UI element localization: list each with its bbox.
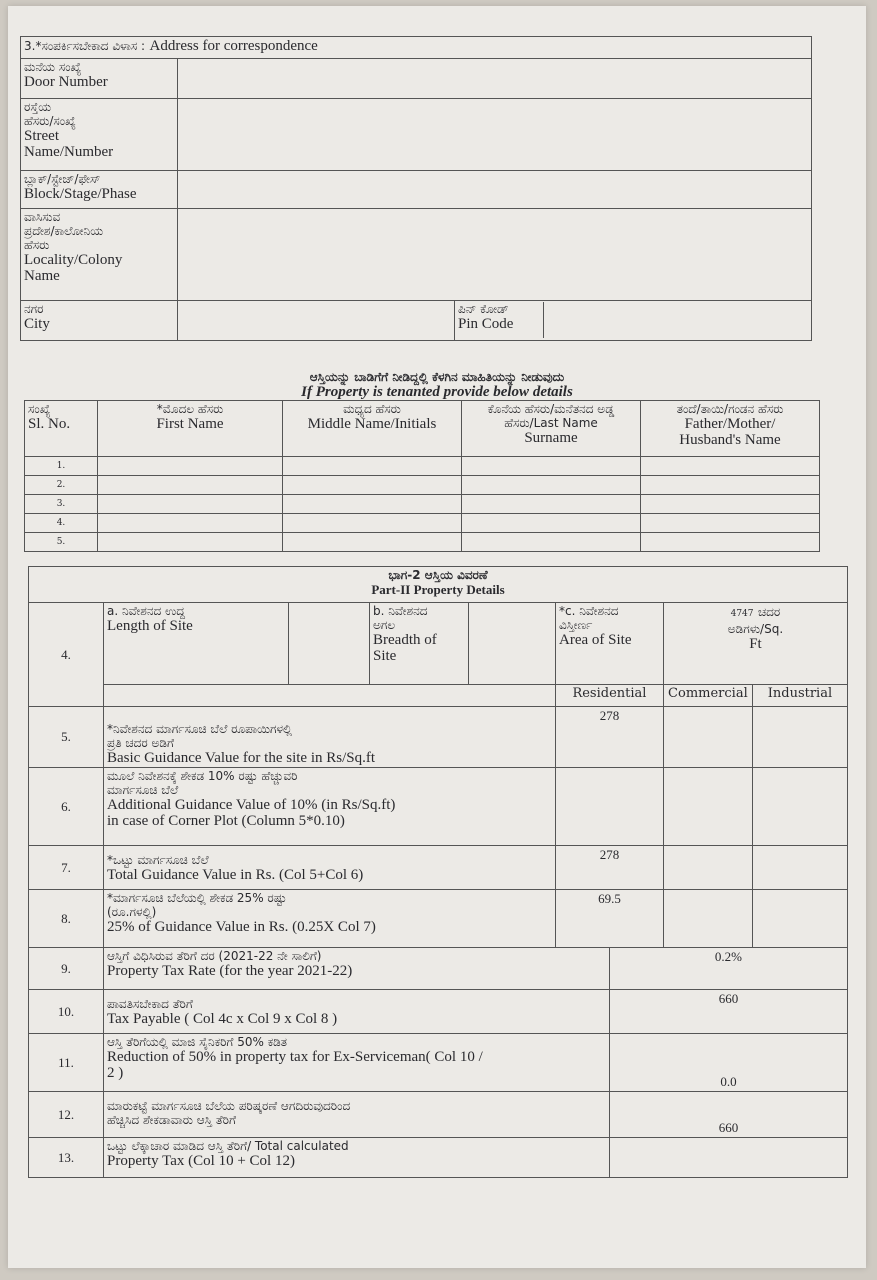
area-unit: 4747 ಚದರ ಅಡಿಗಳು/Sq. Ft — [663, 603, 847, 685]
length-label: a. ನಿವೇಶನದ ಉದ್ದ Length of Site — [104, 603, 289, 685]
area-label: *c. ನಿವೇಶನದ ವಿಸ್ತೀರ್ಣ Area of Site — [556, 603, 664, 685]
col-sl: ಸಂಖ್ಯೆ Sl. No. — [25, 401, 98, 457]
tenant-row-no: 3. — [25, 495, 98, 514]
row-12-value: 660 — [609, 1092, 847, 1138]
row-8-residential: 69.5 — [556, 890, 664, 948]
row-12-label: ಮಾರುಕಟ್ಟೆ ಮಾರ್ಗಸೂಚಿ ಬೆಲೆಯ ಪರಿಷ್ಕರಣೆ ಆಗದಿರುವುದರಿಂದ ಹೆಚ್ಚಿಸಿದ ಶೇಕಡಾವಾರು ಆಸ್ತಿ ತೆರಿಗೆ — [104, 1092, 610, 1138]
locality-field[interactable] — [178, 209, 812, 301]
pin-field[interactable] — [544, 302, 808, 338]
breadth-value[interactable] — [469, 603, 556, 685]
tenant-cell[interactable] — [98, 476, 283, 495]
tenant-cell[interactable] — [641, 533, 820, 552]
address-table — [20, 36, 812, 341]
col-last-name: ಕೊನೆಯ ಹೆಸರು/ಮನೆತನದ ಅಡ್ಡ ಹೆಸರು/Last Name Surname — [462, 401, 641, 457]
block-label: ಬ್ಲಾಕ್/ಸ್ಟೇಜ್/ಫೇಸ್ Block/Stage/Phase — [21, 171, 178, 209]
tenant-cell[interactable] — [98, 533, 283, 552]
tenant-row-no: 4. — [25, 514, 98, 533]
row-5-commercial — [663, 707, 752, 768]
tenant-cell[interactable] — [462, 533, 641, 552]
row-12-no: 12. — [29, 1092, 104, 1138]
pin-label: ಪಿನ್ ಕೋಡ್ Pin Code — [458, 302, 544, 338]
row-7-residential: 278 — [556, 846, 664, 890]
tenant-cell[interactable] — [641, 476, 820, 495]
row-6-commercial — [663, 768, 752, 846]
col-first-name: *ಮೊದಲ ಹೆಸರು First Name — [98, 401, 283, 457]
tenant-cell[interactable] — [283, 495, 462, 514]
spacer — [104, 685, 556, 707]
tenant-cell[interactable] — [462, 476, 641, 495]
tenant-cell[interactable] — [283, 476, 462, 495]
row-8-commercial — [663, 890, 752, 948]
tenant-cell[interactable] — [283, 514, 462, 533]
row-7-commercial — [663, 846, 752, 890]
tenant-cell[interactable] — [641, 457, 820, 476]
tenant-cell[interactable] — [641, 495, 820, 514]
row-5-industrial — [752, 707, 847, 768]
tenant-cell[interactable] — [462, 514, 641, 533]
row-9-no: 9. — [29, 948, 104, 990]
block-field[interactable] — [178, 171, 812, 209]
pin-cell — [455, 301, 812, 341]
row-5-label: *ನಿವೇಶನದ ಮಾರ್ಗಸೂಚಿ ಬೆಲೆ ರೂಪಾಯಿಗಳಲ್ಲಿ ಪ್ರತಿ ಚದರ ಅಡಿಗೆ Basic Guidance Value for the site in Rs/Sq.ft — [104, 707, 556, 768]
tenant-cell[interactable] — [283, 533, 462, 552]
length-value[interactable] — [289, 603, 370, 685]
row-11-label: ಆಸ್ತಿ ತೆರಿಗೆಯಲ್ಲಿ ಮಾಜಿ ಸೈನಿಕರಿಗೆ 50% ಕಡಿತ Reduction of 50% in property tax for Ex-Serviceman( Col 10 / 2 ) — [104, 1034, 610, 1092]
breadth-label: b. ನಿವೇಶನದ ಅಗಲ Breadth of Site — [370, 603, 469, 685]
tenant-table — [24, 400, 820, 552]
property-title: ಭಾಗ-2 ಆಸ್ತಿಯ ವಿವರಣೆ Part-II Property Details — [29, 567, 848, 603]
tenant-cell[interactable] — [641, 514, 820, 533]
row-11-value: 0.0 — [609, 1034, 847, 1092]
street-label: ರಸ್ತೆಯ ಹೆಸರು/ಸಂಖ್ಯೆ Street Name/Number — [21, 99, 178, 171]
row-6-no: 6. — [29, 768, 104, 846]
col-industrial: Industrial — [752, 685, 847, 707]
area-value: 4747 — [730, 609, 754, 619]
form-sheet — [8, 6, 866, 1268]
row-13-label: ಒಟ್ಟು ಲೆಕ್ಕಾಚಾರ ಮಾಡಿದ ಆಸ್ತಿ ತೆರಿಗೆ/ Total calculated Property Tax (Col 10 + Col 12) — [104, 1138, 610, 1178]
tenant-cell[interactable] — [462, 457, 641, 476]
city-label: ನಗರ City — [21, 301, 178, 341]
city-field[interactable] — [178, 301, 455, 341]
row-11-no: 11. — [29, 1034, 104, 1092]
row-6-residential — [556, 768, 664, 846]
tenant-cell[interactable] — [283, 457, 462, 476]
tenant-cell[interactable] — [98, 457, 283, 476]
row-9-label: ಆಸ್ತಿಗೆ ವಿಧಿಸಿರುವ ತೆರಿಗೆ ದರ (2021-22 ನೇ ಸಾಲಿಗೆ) Property Tax Rate (for the year 2021-22) — [104, 948, 610, 990]
col-father-name: ತಂದೆ/ತಾಯಿ/ಗಂಡನ ಹೆಸರು Father/Mother/ Husband's Name — [641, 401, 820, 457]
row-8-no: 8. — [29, 890, 104, 948]
row-6-label: ಮೂಲೆ ನಿವೇಶನಕ್ಕೆ ಶೇಕಡ 10% ರಷ್ಟು ಹೆಚ್ಚುವರಿ ಮಾರ್ಗಸೂಚಿ ಬೆಲೆ Additional Guidance Value of 10% (in Rs/Sq.ft) in case of Corner Plot (Column 5*0.10) — [104, 768, 556, 846]
property-table — [28, 566, 848, 1178]
address-heading: 3.*ಸಂಪರ್ಕಿಸಬೇಕಾದ ವಿಳಾಸ : Address for correspondence — [21, 37, 812, 59]
row-7-industrial — [752, 846, 847, 890]
tenant-cell[interactable] — [462, 495, 641, 514]
locality-label: ವಾಸಿಸುವ ಪ್ರದೇಶ/ಕಾಲೋನಿಯ ಹೆಸರು Locality/Colony Name — [21, 209, 178, 301]
col-commercial: Commercial — [663, 685, 752, 707]
row-10-label: ಪಾವತಿಸಬೇಕಾದ ತೆರಿಗೆ Tax Payable ( Col 4c x Col 9 x Col 8 ) — [104, 990, 610, 1034]
row-4-no: 4. — [29, 603, 104, 707]
row-5-no: 5. — [29, 707, 104, 768]
row-9-value: 0.2% — [609, 948, 847, 990]
row-13-value — [609, 1138, 847, 1178]
tenant-row-no: 2. — [25, 476, 98, 495]
tenant-row-no: 5. — [25, 533, 98, 552]
row-10-no: 10. — [29, 990, 104, 1034]
row-8-industrial — [752, 890, 847, 948]
door-field[interactable] — [178, 59, 812, 99]
row-6-industrial — [752, 768, 847, 846]
col-residential: Residential — [556, 685, 664, 707]
row-8-label: *ಮಾರ್ಗಸೂಚಿ ಬೆಲೆಯಲ್ಲಿ ಶೇಕಡ 25% ರಷ್ಟು (ರೂ.ಗಳಲ್ಲಿ) 25% of Guidance Value in Rs. (0.25X Col 7) — [104, 890, 556, 948]
tenant-cell[interactable] — [98, 495, 283, 514]
row-5-residential: 278 — [556, 707, 664, 768]
tenant-row-no: 1. — [25, 457, 98, 476]
street-field[interactable] — [178, 99, 812, 171]
tenant-cell[interactable] — [98, 514, 283, 533]
door-label: ಮನೆಯ ಸಂಖ್ಯೆ Door Number — [21, 59, 178, 99]
row-7-label: *ಒಟ್ಟು ಮಾರ್ಗಸೂಚಿ ಬೆಲೆ Total Guidance Value in Rs. (Col 5+Col 6) — [104, 846, 556, 890]
row-10-value: 660 — [609, 990, 847, 1034]
row-13-no: 13. — [29, 1138, 104, 1178]
col-middle-name: ಮಧ್ಯದ ಹೆಸರು Middle Name/Initials — [283, 401, 462, 457]
tenant-title: ಆಸ್ತಿಯನ್ನು ಬಾಡಿಗೆಗೆ ನೀಡಿದ್ದಲ್ಲಿ ಕೆಳಗಿನ ಮಾಹಿತಿಯನ್ನು ನೀಡುವುದು If Property is tenanted provide below details — [301, 370, 573, 400]
row-7-no: 7. — [29, 846, 104, 890]
